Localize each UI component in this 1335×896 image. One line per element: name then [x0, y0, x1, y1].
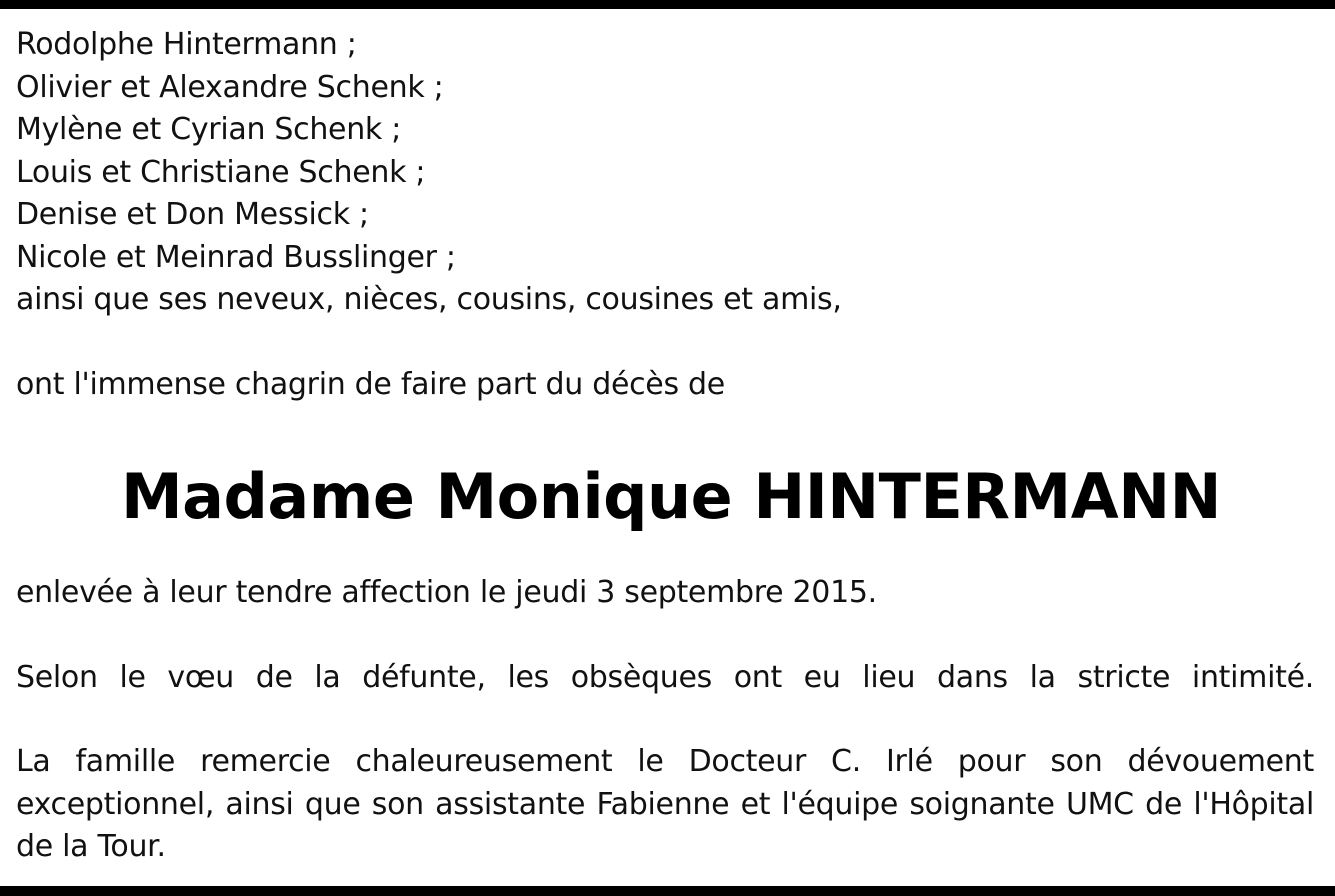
- top-border-rule: [0, 0, 1335, 9]
- bottom-border-rule: [0, 886, 1335, 896]
- family-line: Denise et Don Messick ;: [16, 197, 369, 232]
- funeral-wishes-text: Selon le vœu de la défunte, les obsèques ont eu lieu dans la stricte intimité.: [16, 659, 1314, 695]
- family-line: Olivier et Alexandre Schenk ;: [16, 69, 444, 105]
- date-of-death-text: enlevée à leur tendre affection le jeudi 3 septembre 2015.: [16, 575, 877, 610]
- thanks-paragraph: La famille remercie chaleureusement le Docteur C. Irlé pour son dévouement exceptionnel, ainsi que son assistante Fabienne et l'équipe soignante UMC de l'Hôpital de la Tour.: [16, 744, 1314, 864]
- announcement-text: ont l'immense chagrin de faire part du décès de: [16, 366, 725, 402]
- family-members-list: [16, 24, 1314, 322]
- family-line: Louis et Christiane Schenk ;: [16, 154, 426, 190]
- obituary-notice: [16, 24, 1314, 869]
- family-line: Rodolphe Hintermann ;: [16, 27, 357, 62]
- family-line: Mylène et Cyrian Schenk ;: [16, 112, 402, 147]
- family-line: ainsi que ses neveux, nièces, cousins, cousines et amis,: [16, 282, 842, 317]
- family-line: Nicole et Meinrad Busslinger ;: [16, 239, 456, 275]
- deceased-name: Madame Monique HINTERMANN: [120, 460, 1222, 533]
